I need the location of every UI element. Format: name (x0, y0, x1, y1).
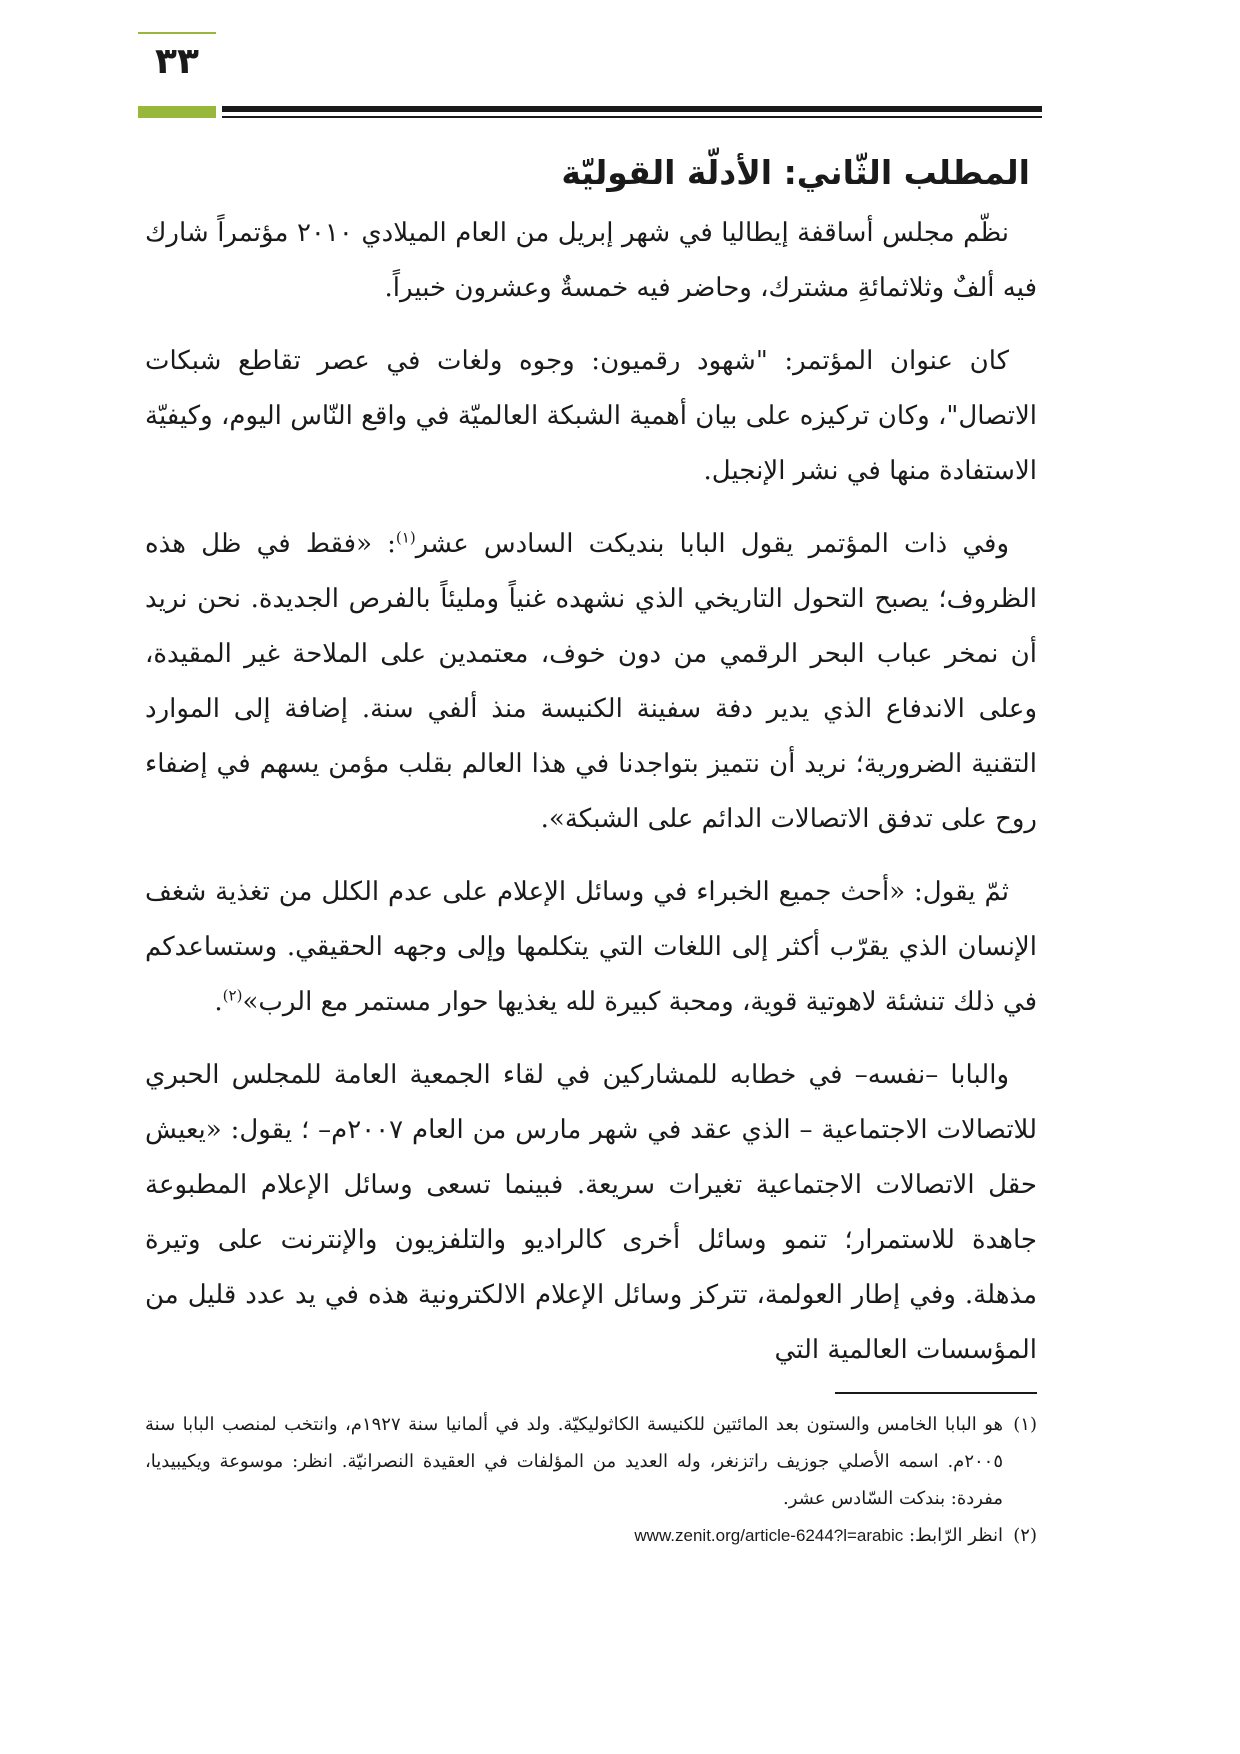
paragraph-3-lead: وفي ذات المؤتمر يقول البابا بنديكت السادس عشر (415, 529, 1009, 559)
footnote-2-text (145, 1517, 1003, 1554)
footnote-2-number: (٢) (1013, 1525, 1037, 1546)
header-accent-block (138, 106, 216, 118)
paragraph-4 (145, 865, 1037, 1030)
paragraph-3-quote: : «فقط في ظل هذه الظروف؛ يصبح التحول التاريخي الذي نشهده غنياً ومليئاً بالفرص الجديدة. نحن نريد أن نمخر عباب البحر الرقمي من دون خوف، معتمدين على الملاحة غير المقيدة، وعلى الاندفاع الذي يدير دفة سفينة الكنيسة منذ ألفي سنة. إضافة إلى الموارد التقنية الضرورية؛ نريد أن نتميز بتواجدنا في هذا العالم بقلب مؤمن يسهم في إضفاء روح على تدفق الاتصالات الدائم على الشبكة». (145, 529, 1037, 834)
section-title: المطلب الثّاني: الأدلّة القوليّة (561, 153, 1030, 192)
paragraph-3 (145, 517, 1037, 847)
footnote-separator (835, 1392, 1037, 1394)
paragraph-1: نظّم مجلس أساقفة إيطاليا في شهر إبريل من العام الميلادي ٢٠١٠ مؤتمراً شارك فيه ألفٌ وثلاثمائةِ مشترك، وحاضر فيه خمسةٌ وعشرون خبيراً. (145, 218, 1037, 303)
footnote-ref-1[interactable]: (١) (395, 528, 416, 547)
header-rule (222, 106, 1042, 118)
page-number-accent-line (138, 32, 216, 34)
footnote-1 (145, 1406, 1037, 1517)
footnotes (145, 1406, 1037, 1554)
paragraph-5: والبابا –نفسه– في خطابه للمشاركين في لقاء الجمعية العامة للمجلس الحبري للاتصالات الاجتماعية – الذي عقد في شهر مارس من العام ٢٠٠٧م– ؛ يقول: «يعيش حقل الاتصالات الاجتماعية تغيرات سريعة. فبينما تسعى وسائل الإعلام المطبوعة جاهدة للاستمرار؛ تنمو وسائل أخرى كالراديو والتلفزيون والإنترنت على وتيرة مذهلة. وفي إطار العولمة، تتركز وسائل الإعلام الالكترونية هذه في يد عدد قليل من المؤسسات العالمية التي (145, 1060, 1037, 1365)
paragraph-4-quote: ثمّ يقول: «أحث جميع الخبراء في وسائل الإعلام على عدم الكلل من تغذية شغف الإنسان الذي يقرّب أكثر إلى اللغات التي يتكلمها وإلى وجهه الحقيقي. وستساعدكم في ذلك تنشئة لاهوتية قوية، ومحبة كبيرة لله يغذيها حوار مستمر مع الرب» (145, 877, 1037, 1017)
footnote-2-link[interactable]: www.zenit.org/article-6244?l=arabic (634, 1526, 904, 1545)
footnote-2-label: انظر الرّابط: (908, 1525, 1003, 1546)
footnote-1-text: هو البابا الخامس والستون بعد المائتين للكنيسة الكاثوليكيّة. ولد في ألمانيا سنة ١٩٢٧م، وانتخب لمنصب البابا سنة ٢٠٠٥م. اسمه الأصلي جوزيف راتزنغر، وله العديد من المؤلفات في العقيدة النصرانيّة. انظر: موسوعة ويكيبيديا، مفردة: بندكت السّادس عشر. (145, 1414, 1003, 1509)
paragraph-2: كان عنوان المؤتمر: "شهود رقميون: وجوه ولغات في عصر تقاطع شبكات الاتصال"، وكان تركيزه على بيان أهمية الشبكة العالميّة في واقع النّاس اليوم، وكيفيّة الاستفادة منها في نشر الإنجيل. (145, 346, 1037, 486)
footnote-2 (145, 1517, 1037, 1554)
footnote-ref-2[interactable]: (٢) (222, 986, 243, 1005)
page-number: ٣٣ (155, 41, 199, 82)
body-text (145, 206, 1037, 1396)
footnote-1-number: (١) (1013, 1414, 1037, 1435)
paragraph-4-end: . (214, 987, 223, 1017)
